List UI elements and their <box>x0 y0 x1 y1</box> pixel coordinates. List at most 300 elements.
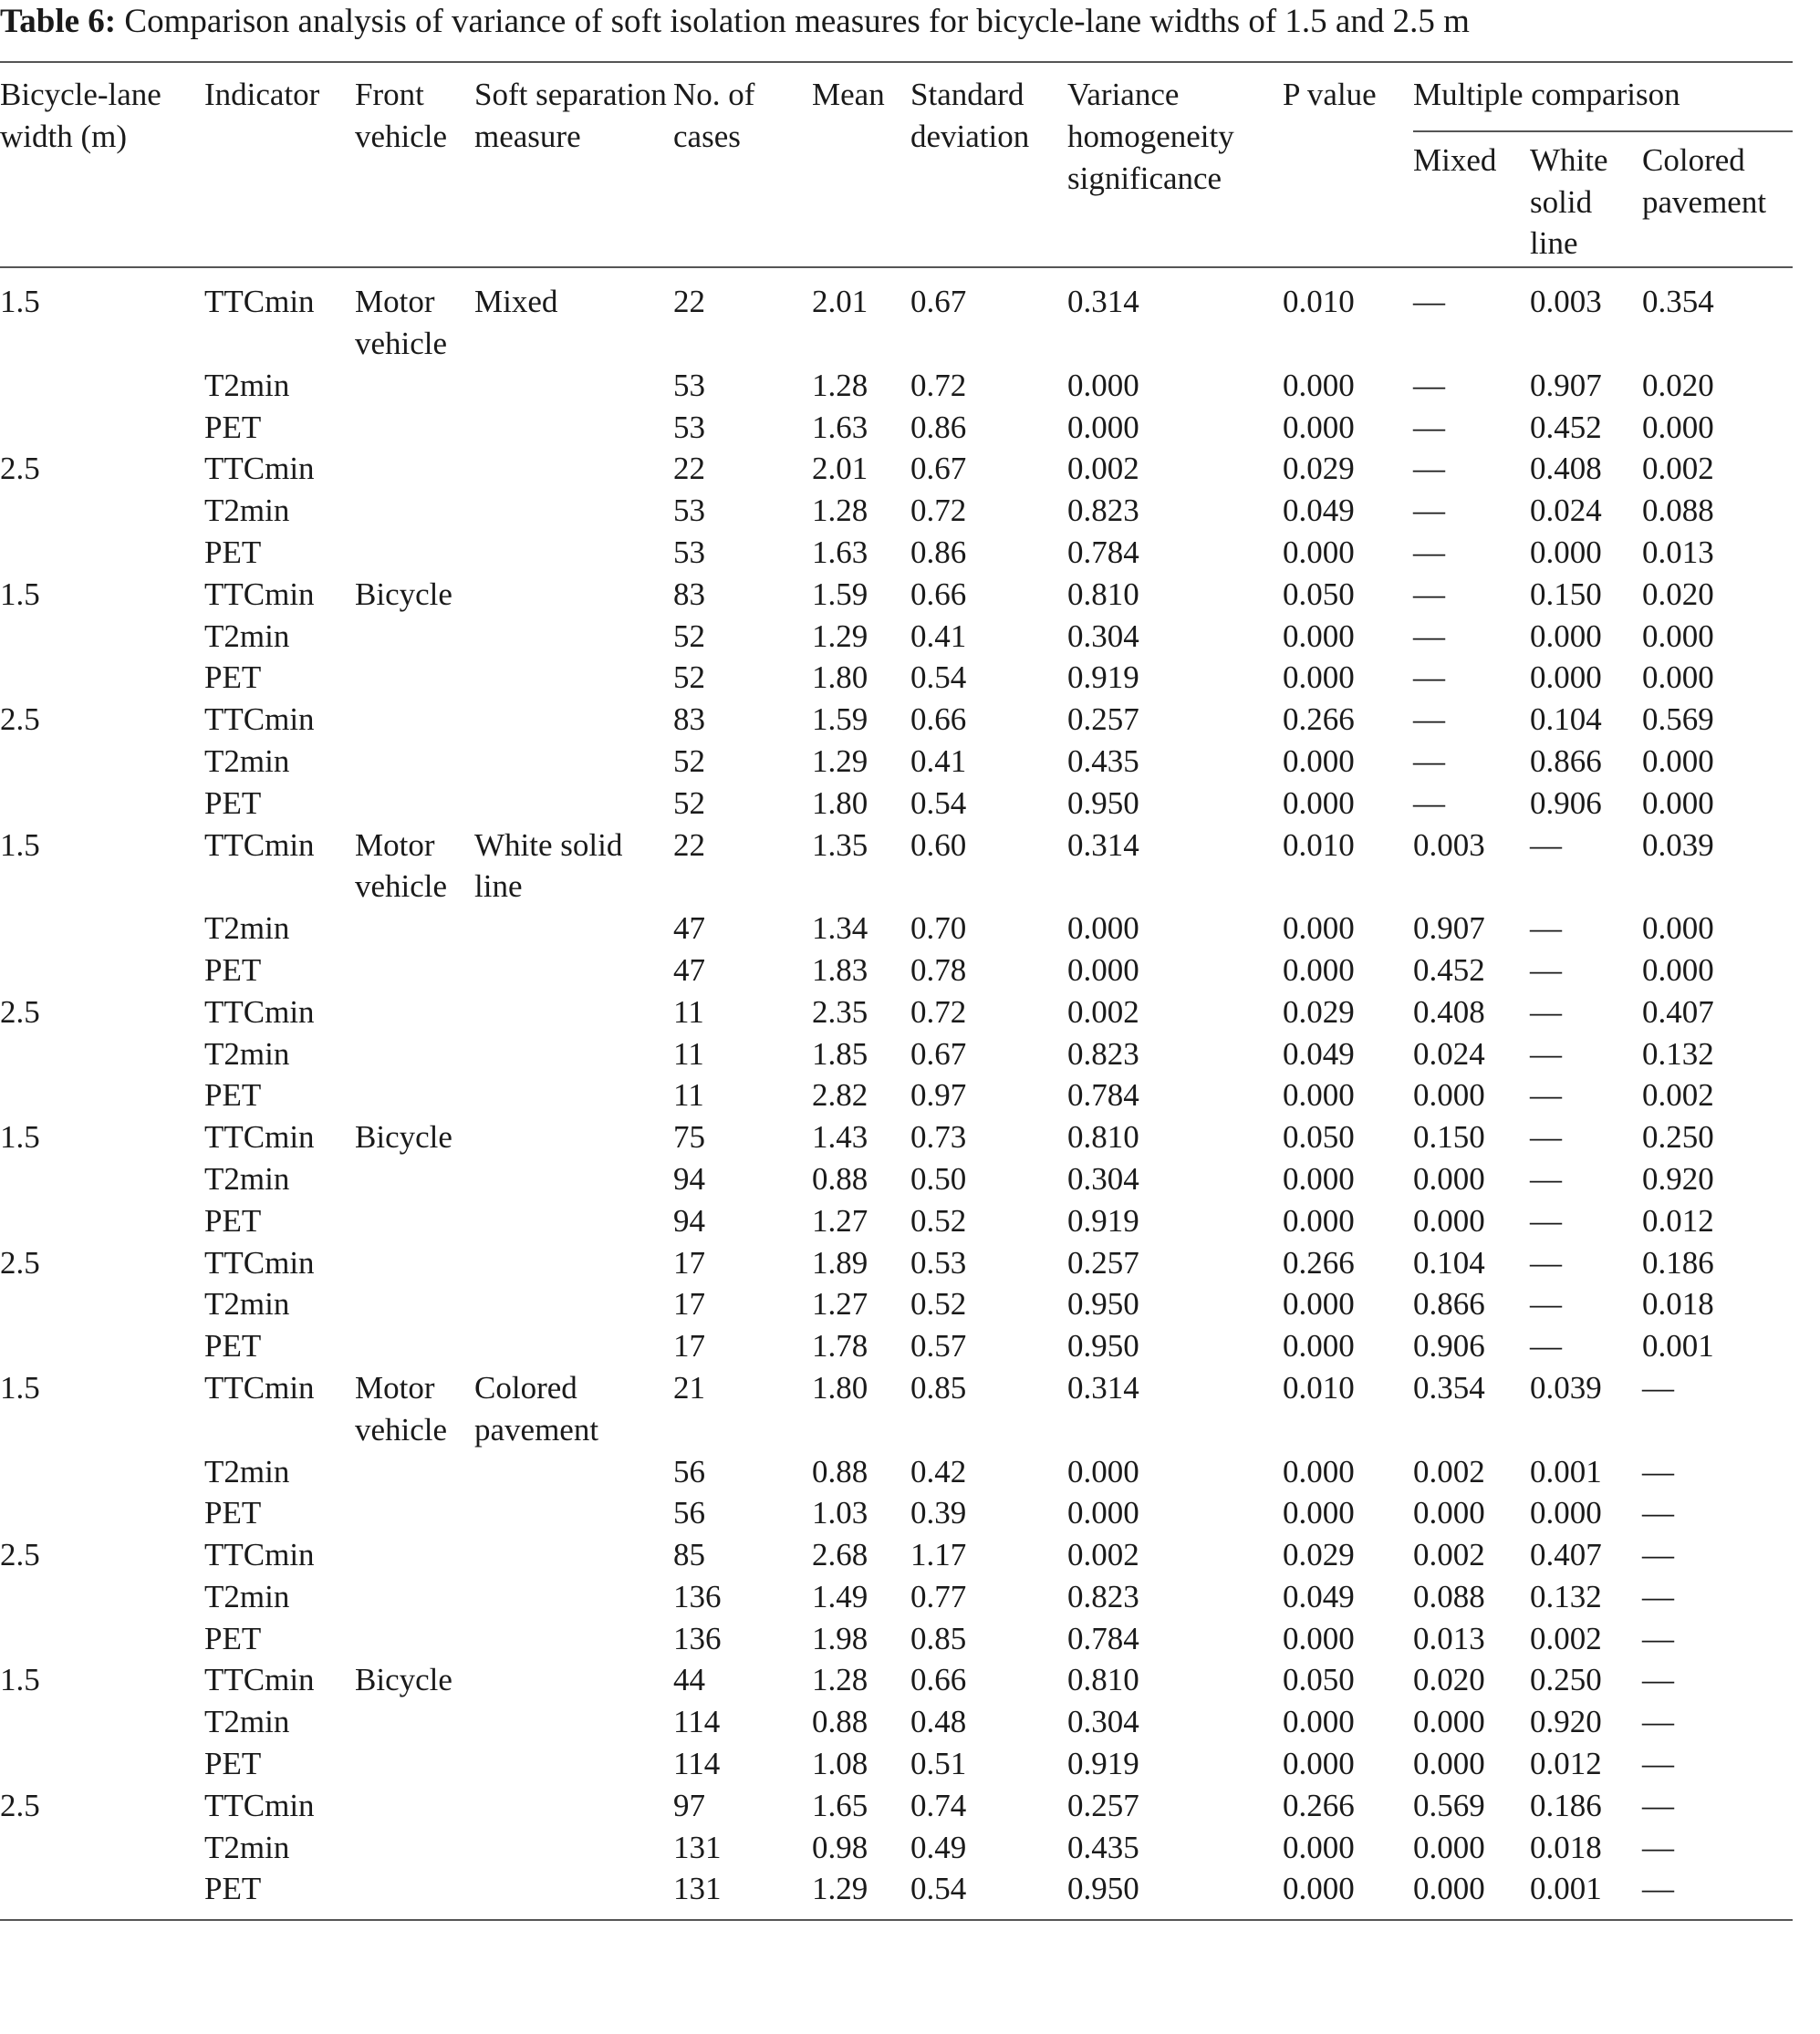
cell-front <box>355 1033 474 1075</box>
cell-indicator: TTCmin <box>204 1244 315 1281</box>
cell-width <box>0 616 204 658</box>
cell-front <box>355 950 474 991</box>
cell-p: 0.000 <box>1283 534 1355 570</box>
cell-mixed: 0.866 <box>1413 1286 1485 1323</box>
table-row <box>0 1074 1793 1116</box>
cell-indicator: TTCmin <box>204 1119 315 1156</box>
cell-measure <box>474 1033 673 1075</box>
cell-sd: 0.67 <box>910 284 967 320</box>
cell-cases: 17 <box>673 1244 705 1281</box>
cell-mean: 2.01 <box>812 451 868 487</box>
cell-front <box>355 616 474 658</box>
cell-variance: 0.919 <box>1067 1202 1139 1239</box>
cell-measure <box>474 699 673 741</box>
cell-colored: 0.018 <box>1642 1286 1714 1323</box>
cell-colored: 0.088 <box>1642 493 1714 529</box>
cell-mixed: 0.003 <box>1413 826 1485 863</box>
cell-white: 0.186 <box>1530 1787 1602 1823</box>
table-row <box>0 991 1793 1033</box>
cell-indicator: TTCmin <box>204 1537 315 1573</box>
table-row <box>0 1242 1793 1284</box>
cell-front <box>355 783 474 825</box>
cell-variance: 0.950 <box>1067 1328 1139 1365</box>
cell-p: 0.000 <box>1283 659 1355 696</box>
cell-mixed: — <box>1413 784 1445 821</box>
cell-p: 0.000 <box>1283 1453 1355 1489</box>
cell-front <box>355 1158 474 1200</box>
cell-width <box>0 407 204 449</box>
cell-white: — <box>1530 826 1562 863</box>
cell-p: 0.000 <box>1283 1202 1355 1239</box>
table-row <box>0 783 1793 825</box>
cell-width: 2.5 <box>0 1787 40 1823</box>
cell-cases: 22 <box>673 826 705 863</box>
cell-colored: 0.000 <box>1642 659 1714 696</box>
cell-sd: 0.66 <box>910 1662 967 1698</box>
cell-front <box>355 365 474 407</box>
cell-mean: 1.98 <box>812 1620 868 1656</box>
cell-cases: 75 <box>673 1119 705 1156</box>
cell-sd: 0.41 <box>910 617 967 654</box>
cell-white: — <box>1530 1035 1562 1072</box>
cell-p: 0.050 <box>1283 576 1355 612</box>
cell-cases: 131 <box>673 1868 812 1920</box>
cell-p: 0.010 <box>1283 1369 1355 1406</box>
cell-mean: 1.85 <box>812 1035 868 1072</box>
table-row <box>0 1158 1793 1200</box>
cell-sd: 0.77 <box>910 1578 967 1614</box>
cell-mixed: — <box>1413 659 1445 696</box>
cell-mean: 0.88 <box>812 1160 868 1197</box>
cell-width <box>0 950 204 991</box>
cell-colored: 0.920 <box>1642 1160 1714 1197</box>
cell-mixed: — <box>1413 534 1445 570</box>
cell-indicator: PET <box>204 409 262 445</box>
cell-measure <box>474 1701 673 1743</box>
col-header-front-vehicle: Front vehicle <box>355 62 474 267</box>
cell-p: 0.029 <box>1283 1537 1355 1573</box>
cell-cases: 83 <box>673 576 705 612</box>
cell-cases: 131 <box>673 1829 722 1865</box>
cell-cases: 136 <box>673 1620 722 1656</box>
cell-colored: 0.013 <box>1642 534 1714 570</box>
cell-indicator: T2min <box>204 367 290 403</box>
cell-variance: 0.000 <box>1067 1495 1139 1531</box>
cell-sd: 1.17 <box>910 1537 967 1573</box>
cell-variance: 0.950 <box>1067 784 1139 821</box>
cell-p: 0.266 <box>1283 701 1355 738</box>
cell-mean: 1.78 <box>812 1328 868 1365</box>
cell-width <box>0 1827 204 1869</box>
cell-colored: 0.407 <box>1642 993 1714 1030</box>
cell-mean: 1.03 <box>812 1495 868 1531</box>
cell-measure <box>474 1618 673 1660</box>
cell-measure <box>474 1534 673 1576</box>
cell-mean: 1.83 <box>812 951 868 988</box>
cell-colored: — <box>1642 1537 1674 1573</box>
cell-mixed: 0.002 <box>1413 1453 1485 1489</box>
cell-colored: 0.000 <box>1642 951 1714 988</box>
cell-width: 1.5 <box>0 576 40 612</box>
cell-variance: 0.810 <box>1067 1119 1139 1156</box>
cell-variance: 0.002 <box>1067 993 1139 1030</box>
cell-variance: 0.304 <box>1067 1704 1139 1740</box>
cell-cases: 17 <box>673 1328 705 1365</box>
cell-colored: 0.020 <box>1642 576 1714 612</box>
cell-variance: 0.784 <box>1067 534 1139 570</box>
table-row <box>0 699 1793 741</box>
cell-variance: 0.257 <box>1067 1787 1139 1823</box>
cell-mean: 1.89 <box>812 1244 868 1281</box>
col-header-multiple-comparison: Multiple comparison <box>1413 62 1793 131</box>
cell-mean: 1.80 <box>812 784 868 821</box>
cell-cases: 11 <box>673 993 704 1030</box>
cell-front <box>355 1283 474 1325</box>
cell-mean: 1.43 <box>812 1119 868 1156</box>
cell-indicator: TTCmin <box>204 451 315 487</box>
anova-table <box>0 61 1793 1921</box>
cell-mixed: — <box>1413 493 1445 529</box>
cell-variance: 0.002 <box>1067 451 1139 487</box>
cell-variance: 0.784 <box>1067 1077 1139 1114</box>
cell-width: 1.5 <box>0 1369 40 1406</box>
cell-cases: 22 <box>673 451 705 487</box>
cell-p: 0.000 <box>1283 1077 1355 1114</box>
cell-front: Bicycle <box>355 1119 452 1156</box>
cell-mean: 1.08 <box>812 1746 868 1782</box>
cell-cases: 97 <box>673 1787 705 1823</box>
cell-front: Bicycle <box>355 576 452 612</box>
cell-variance: 0.002 <box>1067 1537 1139 1573</box>
cell-width: 1.5 <box>0 1662 40 1698</box>
cell-colored: — <box>1642 1704 1674 1740</box>
cell-sd: 0.51 <box>910 1746 967 1782</box>
cell-indicator: PET <box>204 1746 262 1782</box>
cell-variance: 0.304 <box>1067 1160 1139 1197</box>
table-body <box>0 267 1793 1920</box>
cell-measure <box>474 1325 673 1367</box>
cell-sd: 0.70 <box>910 910 967 947</box>
cell-front <box>355 991 474 1033</box>
cell-sd: 0.67 <box>910 1035 967 1072</box>
table-row <box>0 616 1793 658</box>
cell-mixed: — <box>1413 701 1445 738</box>
cell-white: 0.018 <box>1530 1829 1602 1865</box>
cell-cases: 136 <box>673 1578 722 1614</box>
cell-p: 0.050 <box>1283 1119 1355 1156</box>
cell-measure <box>474 407 673 449</box>
cell-indicator: PET <box>204 1328 262 1365</box>
cell-mixed: 0.000 <box>1413 1746 1485 1782</box>
col-header-colored-pavement: Colored pavement <box>1642 131 1793 267</box>
table-row <box>0 1116 1793 1158</box>
cell-variance: 0.000 <box>1067 367 1139 403</box>
cell-colored: 0.000 <box>1642 910 1714 947</box>
cell-p: 0.000 <box>1283 367 1355 403</box>
cell-colored: 0.002 <box>1642 1077 1714 1114</box>
cell-mean: 2.68 <box>812 1537 868 1573</box>
table-row <box>0 574 1793 616</box>
cell-sd: 0.54 <box>910 659 967 696</box>
cell-variance: 0.000 <box>1067 409 1139 445</box>
cell-mixed: — <box>1413 409 1445 445</box>
cell-mixed: 0.088 <box>1413 1578 1485 1614</box>
cell-colored: — <box>1642 1746 1674 1782</box>
cell-measure <box>474 1492 673 1534</box>
col-header-p-value: P value <box>1283 62 1413 267</box>
table-row <box>0 532 1793 574</box>
cell-sd: 0.39 <box>910 1495 967 1531</box>
cell-indicator: T2min <box>204 617 290 654</box>
cell-mean: 1.59 <box>812 576 868 612</box>
cell-sd: 0.49 <box>910 1829 967 1865</box>
table-row <box>0 825 1793 908</box>
cell-indicator: T2min <box>204 1286 290 1323</box>
cell-indicator: TTCmin <box>204 993 315 1030</box>
cell-indicator: TTCmin <box>204 284 315 320</box>
cell-width: 1.5 <box>0 826 40 863</box>
cell-white: 0.150 <box>1530 576 1602 612</box>
cell-indicator: PET <box>204 784 262 821</box>
cell-front <box>355 407 474 449</box>
cell-mixed: 0.907 <box>1413 910 1485 947</box>
cell-cases: 52 <box>673 617 705 654</box>
cell-mean: 0.98 <box>812 1829 868 1865</box>
cell-mixed: — <box>1413 576 1445 612</box>
cell-white: 0.250 <box>1530 1662 1602 1698</box>
cell-colored: 0.039 <box>1642 826 1714 863</box>
cell-width <box>0 1451 204 1493</box>
cell-indicator: T2min <box>204 1704 290 1740</box>
cell-mixed: 0.000 <box>1413 1077 1485 1114</box>
cell-variance: 0.435 <box>1067 1829 1139 1865</box>
cell-variance: 0.257 <box>1067 1244 1139 1281</box>
cell-front <box>355 657 474 699</box>
cell-measure <box>474 1868 673 1920</box>
col-header-sd: Standard deviation <box>910 62 1067 267</box>
table-row <box>0 950 1793 991</box>
cell-variance: 0.784 <box>1067 1620 1139 1656</box>
cell-width <box>0 1200 204 1242</box>
cell-indicator: PET <box>204 659 262 696</box>
cell-white: 0.104 <box>1530 701 1602 738</box>
col-header-white-solid-line: White solid line <box>1530 131 1642 267</box>
cell-sd: 0.85 <box>910 1369 967 1406</box>
cell-p: 0.000 <box>1283 1620 1355 1656</box>
cell-sd: 0.48 <box>910 1704 967 1740</box>
cell-mixed: 0.002 <box>1413 1537 1485 1573</box>
cell-colored: 0.186 <box>1642 1244 1714 1281</box>
cell-sd: 0.52 <box>910 1286 967 1323</box>
cell-variance: 0.314 <box>1067 284 1139 320</box>
cell-sd: 0.72 <box>910 367 967 403</box>
cell-cases: 17 <box>673 1286 705 1323</box>
cell-width <box>0 1158 204 1200</box>
cell-p: 0.010 <box>1283 284 1355 320</box>
cell-front <box>355 1242 474 1284</box>
cell-variance: 0.810 <box>1067 576 1139 612</box>
cell-white: 0.000 <box>1530 659 1602 696</box>
cell-mean: 1.29 <box>812 617 868 654</box>
cell-width: 2.5 <box>0 993 40 1030</box>
cell-indicator: T2min <box>204 1578 290 1614</box>
table-row <box>0 407 1793 449</box>
cell-measure <box>474 1242 673 1284</box>
table-row <box>0 1618 1793 1660</box>
table-row <box>0 1659 1793 1701</box>
cell-width <box>0 532 204 574</box>
cell-colored: — <box>1642 1369 1674 1406</box>
cell-variance: 0.823 <box>1067 1578 1139 1614</box>
cell-p: 0.000 <box>1283 409 1355 445</box>
cell-front: Bicycle <box>355 1662 452 1698</box>
cell-variance: 0.000 <box>1067 910 1139 947</box>
cell-width: 2.5 <box>0 451 40 487</box>
cell-white: 0.001 <box>1530 1868 1642 1920</box>
cell-p: 0.000 <box>1283 910 1355 947</box>
cell-mean: 1.80 <box>812 659 868 696</box>
cell-front <box>355 1534 474 1576</box>
cell-sd: 0.52 <box>910 1202 967 1239</box>
cell-variance: 0.435 <box>1067 742 1139 779</box>
cell-white: — <box>1530 1244 1562 1281</box>
cell-width: 2.5 <box>0 1537 40 1573</box>
cell-indicator: T2min <box>204 1160 290 1197</box>
col-header-variance: Variance homogeneity significance <box>1067 62 1283 267</box>
cell-indicator: T2min <box>204 1035 290 1072</box>
cell-sd: 0.54 <box>910 1868 1067 1920</box>
cell-indicator: TTCmin <box>204 1787 315 1823</box>
cell-width <box>0 1325 204 1367</box>
cell-cases: 56 <box>673 1495 705 1531</box>
cell-white: — <box>1530 1119 1562 1156</box>
cell-cases: 44 <box>673 1662 705 1698</box>
cell-cases: 53 <box>673 409 705 445</box>
cell-colored: 0.000 <box>1642 409 1714 445</box>
cell-colored: 0.132 <box>1642 1035 1714 1072</box>
cell-front <box>355 1827 474 1869</box>
cell-mean: 1.35 <box>812 826 868 863</box>
cell-width <box>0 1576 204 1618</box>
cell-sd: 0.66 <box>910 701 967 738</box>
cell-variance: 0.919 <box>1067 1746 1139 1782</box>
cell-measure <box>474 1576 673 1618</box>
cell-measure <box>474 950 673 991</box>
cell-p: 0.000 <box>1283 1746 1355 1782</box>
cell-p: 0.000 <box>1283 742 1355 779</box>
cell-cases: 11 <box>673 1035 704 1072</box>
cell-mixed: 0.000 <box>1413 1160 1485 1197</box>
cell-indicator: TTCmin <box>204 1662 315 1698</box>
cell-white: — <box>1530 993 1562 1030</box>
cell-measure <box>474 1785 673 1827</box>
cell-variance: 0.314 <box>1067 1369 1139 1406</box>
col-header-indicator: Indicator <box>204 62 355 267</box>
cell-p: 0.000 <box>1283 1328 1355 1365</box>
cell-measure <box>474 1283 673 1325</box>
cell-cases: 21 <box>673 1369 705 1406</box>
cell-cases: 114 <box>673 1746 721 1782</box>
cell-p: 0.000 <box>1283 784 1355 821</box>
cell-width <box>0 365 204 407</box>
col-header-mean: Mean <box>812 62 910 267</box>
cell-width <box>0 1492 204 1534</box>
cell-p: 0.029 <box>1283 993 1355 1030</box>
table-row <box>0 1367 1793 1451</box>
cell-indicator: TTCmin <box>204 576 315 612</box>
cell-mixed: — <box>1413 284 1445 320</box>
cell-cases: 53 <box>673 367 705 403</box>
cell-front <box>355 1200 474 1242</box>
cell-front <box>355 490 474 532</box>
cell-cases: 85 <box>673 1537 705 1573</box>
cell-indicator: PET <box>204 1495 262 1531</box>
cell-white: — <box>1530 1077 1562 1114</box>
cell-sd: 0.54 <box>910 784 967 821</box>
cell-mixed: 0.104 <box>1413 1244 1485 1281</box>
cell-p: 0.000 <box>1283 1160 1355 1197</box>
cell-colored: — <box>1642 1868 1793 1920</box>
cell-measure <box>474 574 673 616</box>
cell-p: 0.266 <box>1283 1244 1355 1281</box>
cell-width <box>0 1701 204 1743</box>
cell-width <box>0 908 204 950</box>
cell-mixed: 0.906 <box>1413 1328 1485 1365</box>
cell-mixed: 0.000 <box>1413 1495 1485 1531</box>
cell-indicator: PET <box>204 534 262 570</box>
cell-width <box>0 1868 204 1920</box>
cell-indicator: TTCmin <box>204 826 315 863</box>
cell-variance: 0.823 <box>1067 493 1139 529</box>
cell-indicator: T2min <box>204 910 290 947</box>
cell-front <box>355 1325 474 1367</box>
cell-colored: 0.000 <box>1642 784 1714 821</box>
cell-white: 0.000 <box>1530 534 1602 570</box>
cell-width: 2.5 <box>0 701 40 738</box>
table-row <box>0 490 1793 532</box>
cell-colored: — <box>1642 1662 1674 1698</box>
cell-mixed: 0.569 <box>1413 1787 1485 1823</box>
cell-front <box>355 1618 474 1660</box>
cell-white: 0.024 <box>1530 493 1602 529</box>
cell-white: 0.132 <box>1530 1578 1602 1614</box>
cell-width: 1.5 <box>0 284 40 320</box>
cell-variance: 0.000 <box>1067 951 1139 988</box>
cell-width <box>0 1283 204 1325</box>
cell-colored: — <box>1642 1495 1674 1531</box>
table-row <box>0 908 1793 950</box>
table-row <box>0 1827 1793 1869</box>
cell-white: 0.000 <box>1530 1495 1602 1531</box>
cell-measure <box>474 448 673 490</box>
col-header-measure: Soft separation measure <box>474 62 673 267</box>
cell-sd: 0.73 <box>910 1119 967 1156</box>
cell-colored: 0.000 <box>1642 617 1714 654</box>
cell-p: 0.000 <box>1283 951 1355 988</box>
cell-indicator: T2min <box>204 1453 290 1489</box>
cell-p: 0.010 <box>1283 826 1355 863</box>
cell-p: 0.000 <box>1283 1829 1355 1865</box>
cell-mean: 2.01 <box>812 284 868 320</box>
cell-measure <box>474 1659 673 1701</box>
table-row <box>0 1785 1793 1827</box>
cell-indicator: PET <box>204 1077 262 1114</box>
cell-mean: 0.88 <box>812 1453 868 1489</box>
cell-p: 0.000 <box>1283 1704 1355 1740</box>
cell-white: 0.906 <box>1530 784 1602 821</box>
cell-measure <box>474 532 673 574</box>
cell-colored: 0.000 <box>1642 742 1714 779</box>
